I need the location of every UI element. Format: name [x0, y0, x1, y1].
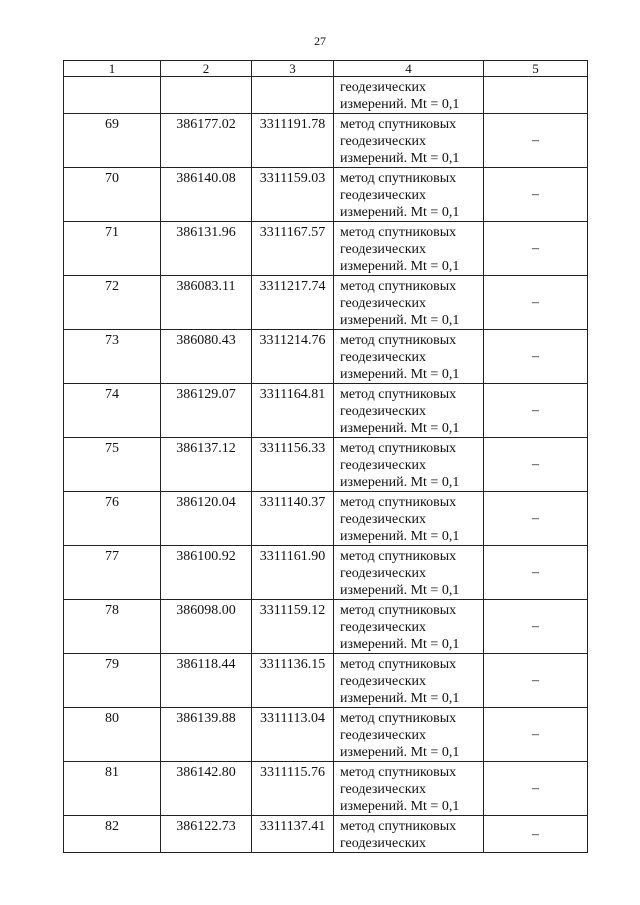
table-row: [64, 168, 588, 222]
method-line: измерений. Mt = 0,1: [340, 205, 460, 220]
x-coordinate-cell: [161, 77, 252, 114]
x-coordinate-cell: 386100.92: [161, 546, 252, 600]
y-coordinate-cell: 3311161.90: [252, 546, 334, 600]
method-line: метод спутниковых: [340, 117, 457, 132]
y-coordinate-cell: 3311159.03: [252, 168, 334, 222]
method-line: геодезических: [340, 782, 427, 797]
method-cell: [334, 384, 484, 438]
method-line: измерений. Mt = 0,1: [340, 313, 460, 328]
table-row: [64, 600, 588, 654]
x-coordinate-cell: 386137.12: [161, 438, 252, 492]
note-cell: –: [484, 438, 588, 492]
method-line: измерений. Mt = 0,1: [340, 799, 460, 814]
y-coordinate-cell: 3311214.76: [252, 330, 334, 384]
method-line: измерений. Mt = 0,1: [340, 529, 460, 544]
method-line: измерений. Mt = 0,1: [340, 367, 460, 382]
method-line: геодезических: [340, 134, 427, 149]
method-cell: [334, 77, 484, 114]
method-line: геодезических: [340, 80, 427, 95]
column-header: 2: [161, 61, 252, 77]
method-line: измерений. Mt = 0,1: [340, 259, 460, 274]
x-coordinate-cell: 386118.44: [161, 654, 252, 708]
table-header-row: [64, 61, 588, 77]
method-line: метод спутниковых: [340, 765, 457, 780]
method-line: геодезических: [340, 566, 427, 581]
x-coordinate-cell: 386140.08: [161, 168, 252, 222]
y-coordinate-cell: 3311140.37: [252, 492, 334, 546]
method-line: геодезических: [340, 674, 427, 689]
method-line: геодезических: [340, 242, 427, 257]
method-line: измерений. Mt = 0,1: [340, 421, 460, 436]
method-cell: [334, 492, 484, 546]
method-cell: [334, 816, 484, 853]
method-line: измерений. Mt = 0,1: [340, 583, 460, 598]
method-cell: [334, 600, 484, 654]
point-number-cell: 70: [64, 168, 161, 222]
x-coordinate-cell: 386139.88: [161, 708, 252, 762]
method-line: геодезических: [340, 836, 427, 851]
note-cell: –: [484, 222, 588, 276]
point-number-cell: 78: [64, 600, 161, 654]
y-coordinate-cell: 3311191.78: [252, 114, 334, 168]
point-number-cell: 69: [64, 114, 161, 168]
method-line: измерений. Mt = 0,1: [340, 151, 460, 166]
y-coordinate-cell: 3311137.41: [252, 816, 334, 853]
note-cell: –: [484, 276, 588, 330]
method-line: метод спутниковых: [340, 279, 457, 294]
method-line: измерений. Mt = 0,1: [340, 691, 460, 706]
point-number-cell: [64, 77, 161, 114]
x-coordinate-cell: 386098.00: [161, 600, 252, 654]
method-line: геодезических: [340, 296, 427, 311]
column-header: 5: [484, 61, 588, 77]
table-row: [64, 708, 588, 762]
x-coordinate-cell: 386120.04: [161, 492, 252, 546]
y-coordinate-cell: 3311217.74: [252, 276, 334, 330]
note-cell: –: [484, 492, 588, 546]
note-cell: –: [484, 708, 588, 762]
table-row: [64, 222, 588, 276]
method-cell: [334, 222, 484, 276]
method-line: геодезических: [340, 728, 427, 743]
point-number-cell: 80: [64, 708, 161, 762]
point-number-cell: 82: [64, 816, 161, 853]
method-line: геодезических: [340, 188, 427, 203]
method-line: измерений. Mt = 0,1: [340, 745, 460, 760]
note-cell: –: [484, 168, 588, 222]
x-coordinate-cell: 386080.43: [161, 330, 252, 384]
x-coordinate-cell: 386142.80: [161, 762, 252, 816]
y-coordinate-cell: 3311113.04: [252, 708, 334, 762]
method-line: измерений. Mt = 0,1: [340, 475, 460, 490]
x-coordinate-cell: 386083.11: [161, 276, 252, 330]
method-line: метод спутниковых: [340, 495, 457, 510]
x-coordinate-cell: 386177.02: [161, 114, 252, 168]
point-number-cell: 79: [64, 654, 161, 708]
method-line: метод спутниковых: [340, 333, 457, 348]
page-number: 27: [314, 34, 326, 48]
table-row: [64, 816, 588, 853]
method-cell: [334, 438, 484, 492]
table-row: [64, 438, 588, 492]
method-cell: [334, 762, 484, 816]
point-number-cell: 76: [64, 492, 161, 546]
coordinates-table: [63, 60, 588, 853]
table-row: [64, 654, 588, 708]
method-line: метод спутниковых: [340, 819, 457, 834]
note-cell: –: [484, 600, 588, 654]
column-header: 1: [64, 61, 161, 77]
method-cell: [334, 276, 484, 330]
method-line: метод спутниковых: [340, 549, 457, 564]
note-cell: –: [484, 654, 588, 708]
method-line: метод спутниковых: [340, 441, 457, 456]
method-line: метод спутниковых: [340, 171, 457, 186]
table-row: [64, 114, 588, 168]
note-cell: –: [484, 816, 588, 853]
note-cell: –: [484, 330, 588, 384]
method-line: геодезических: [340, 620, 427, 635]
y-coordinate-cell: 3311167.57: [252, 222, 334, 276]
method-line: метод спутниковых: [340, 225, 457, 240]
note-cell: –: [484, 762, 588, 816]
y-coordinate-cell: 3311156.33: [252, 438, 334, 492]
table-row: [64, 384, 588, 438]
method-cell: [334, 546, 484, 600]
point-number-cell: 75: [64, 438, 161, 492]
column-header: 3: [252, 61, 334, 77]
method-line: метод спутниковых: [340, 711, 457, 726]
method-line: геодезических: [340, 458, 427, 473]
column-header: 4: [334, 61, 484, 77]
point-number-cell: 74: [64, 384, 161, 438]
method-line: геодезических: [340, 404, 427, 419]
point-number-cell: 71: [64, 222, 161, 276]
method-line: измерений. Mt = 0,1: [340, 97, 460, 112]
method-line: метод спутниковых: [340, 603, 457, 618]
method-line: геодезических: [340, 350, 427, 365]
note-cell: –: [484, 546, 588, 600]
table-row-continued: [64, 77, 588, 114]
method-line: измерений. Mt = 0,1: [340, 637, 460, 652]
x-coordinate-cell: 386131.96: [161, 222, 252, 276]
method-cell: [334, 654, 484, 708]
note-cell: [484, 77, 588, 114]
method-line: геодезических: [340, 512, 427, 527]
x-coordinate-cell: 386122.73: [161, 816, 252, 853]
point-number-cell: 73: [64, 330, 161, 384]
point-number-cell: 81: [64, 762, 161, 816]
y-coordinate-cell: 3311164.81: [252, 384, 334, 438]
y-coordinate-cell: 3311115.76: [252, 762, 334, 816]
table-row: [64, 762, 588, 816]
table-row: [64, 330, 588, 384]
method-cell: [334, 168, 484, 222]
method-line: метод спутниковых: [340, 657, 457, 672]
note-cell: –: [484, 384, 588, 438]
method-cell: [334, 708, 484, 762]
note-cell: –: [484, 114, 588, 168]
y-coordinate-cell: [252, 77, 334, 114]
table-row: [64, 546, 588, 600]
method-line: метод спутниковых: [340, 387, 457, 402]
x-coordinate-cell: 386129.07: [161, 384, 252, 438]
point-number-cell: 77: [64, 546, 161, 600]
method-cell: [334, 114, 484, 168]
method-cell: [334, 330, 484, 384]
y-coordinate-cell: 3311159.12: [252, 600, 334, 654]
point-number-cell: 72: [64, 276, 161, 330]
y-coordinate-cell: 3311136.15: [252, 654, 334, 708]
table-row: [64, 276, 588, 330]
table-row: [64, 492, 588, 546]
